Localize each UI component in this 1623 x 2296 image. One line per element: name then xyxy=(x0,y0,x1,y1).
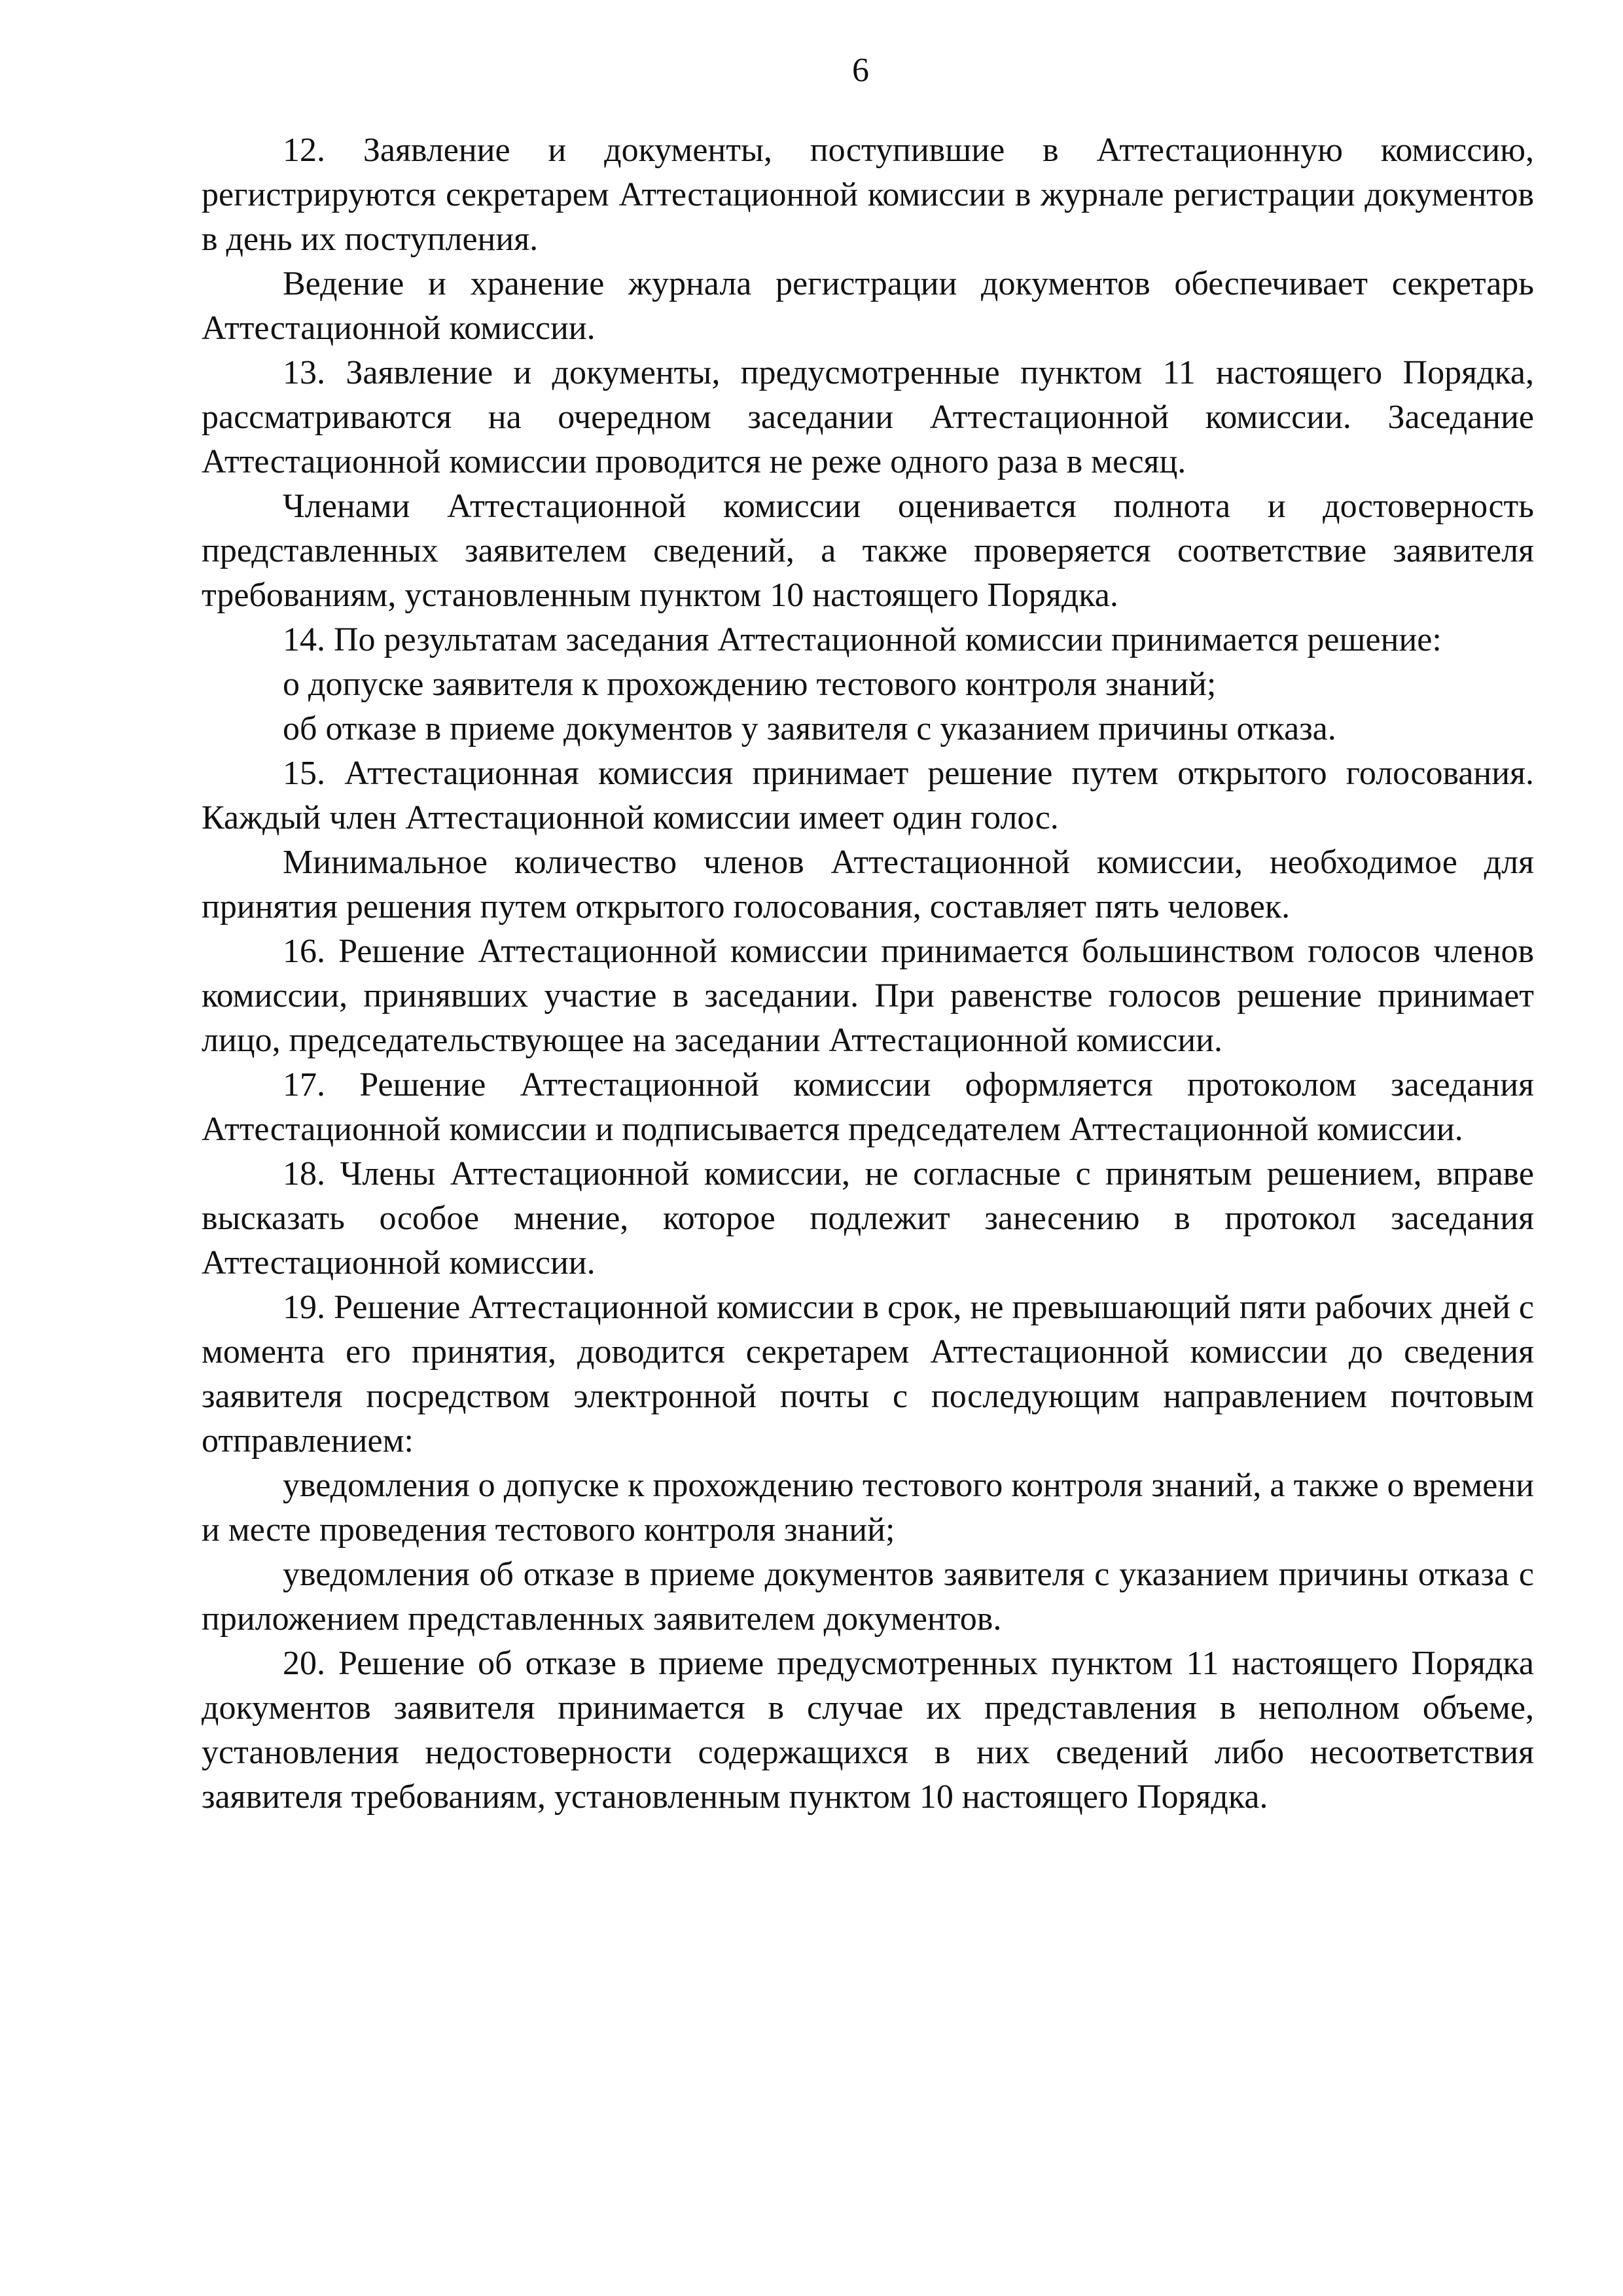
paragraph-15-quorum: Минимальное количество членов Аттестационной комиссии, необходимое для принятия решения путем открытого голосования, составляет пять человек. xyxy=(202,844,1534,925)
paragraph-14-admission: о допуске заявителя к прохождению тестового контроля знаний; xyxy=(283,666,1217,703)
document-body xyxy=(202,128,1534,1820)
paragraph-16: 16. Решение Аттестационной комиссии принимается большинством голосов членов комиссии, принявших участие в заседании. При равенстве голосов решение принимает лицо, председательствующее на заседании Аттестационной комиссии. xyxy=(202,933,1534,1059)
paragraph-19: 19. Решение Аттестационной комиссии в срок, не превышающий пяти рабочих дней с момента его принятия, доводится секретарем Аттестационной комиссии до сведения заявителя посредством электронной почты с последующим направлением почтовым отправлением: xyxy=(202,1289,1534,1460)
page-number: 6 xyxy=(852,52,869,89)
paragraph-13-evaluation: Членами Аттестационной комиссии оценивается полнота и достоверность представленных заявителем сведений, а также проверяется соответствие заявителя требованиям, установленным пунктом 10 настоящего Порядка. xyxy=(202,488,1534,614)
paragraph-14-refusal: об отказе в приеме документов у заявителя с указанием причины отказа. xyxy=(283,710,1336,747)
paragraph-18: 18. Члены Аттестационной комиссии, не согласные с принятым решением, вправе высказать особое мнение, которое подлежит занесению в протокол заседания Аттестационной комиссии. xyxy=(202,1155,1534,1282)
paragraph-12-journal: Ведение и хранение журнала регистрации документов обеспечивает секретарь Аттестационной комиссии. xyxy=(202,265,1534,347)
paragraph-12: 12. Заявление и документы, поступившие в Аттестационную комиссию, регистрируются секретарем Аттестационной комиссии в журнале регистрации документов в день их поступления. xyxy=(202,132,1534,258)
paragraph-14: 14. По результатам заседания Аттестационной комиссии принимается решение: xyxy=(283,621,1442,658)
paragraph-19-admission-notice: уведомления о допуске к прохождению тестового контроля знаний, а также о времени и месте проведения тестового контроля знаний; xyxy=(202,1467,1534,1549)
paragraph-15: 15. Аттестационная комиссия принимает решение путем открытого голосования. Каждый член Аттестационной комиссии имеет один голос. xyxy=(202,755,1534,836)
paragraph-19-refusal-notice: уведомления об отказе в приеме документов заявителя с указанием причины отказа с приложением представленных заявителем документов. xyxy=(202,1556,1534,1638)
paragraph-13: 13. Заявление и документы, предусмотренные пунктом 11 настоящего Порядка, рассматриваются на очередном заседании Аттестационной комиссии. Заседание Аттестационной комиссии проводится не реже одного раза в месяц. xyxy=(202,354,1534,480)
paragraph-17: 17. Решение Аттестационной комиссии оформляется протоколом заседания Аттестационной комиссии и подписывается председателем Аттестационной комиссии. xyxy=(202,1066,1534,1148)
paragraph-20: 20. Решение об отказе в приеме предусмотренных пунктом 11 настоящего Порядка документов заявителя принимается в случае их представления в неполном объеме, установления недостоверности содержащихся в них сведений либо несоответствия заявителя требованиям, установленным пунктом 10 настоящего Порядка. xyxy=(202,1645,1534,1816)
